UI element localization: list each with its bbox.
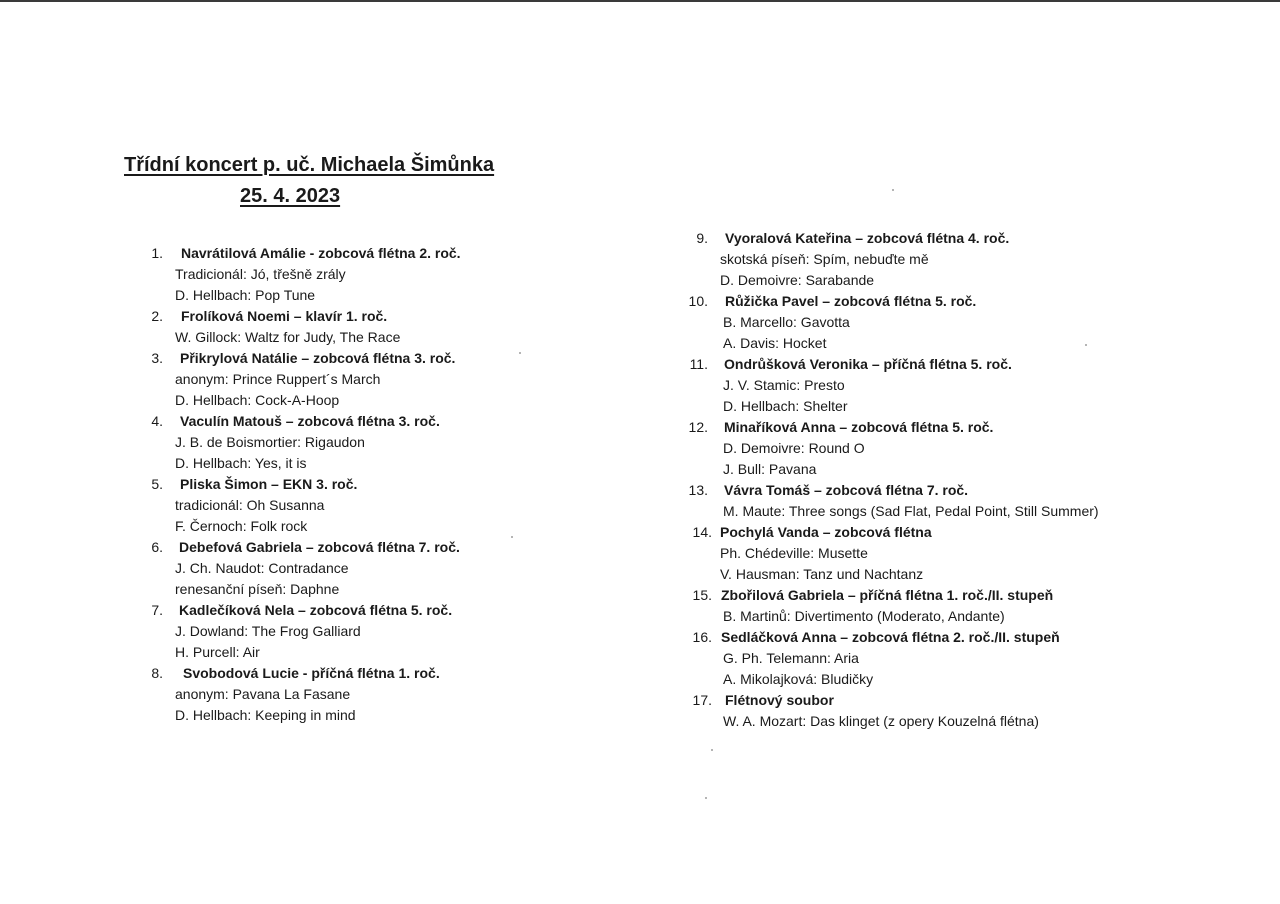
performer: Kadlečíková Nela – zobcová flétna 5. roč. <box>179 602 453 618</box>
piece: J. Ch. Naudot: Contradance <box>175 560 349 576</box>
piece: F. Černoch: Folk rock <box>175 518 308 534</box>
performer: Frolíková Noemi – klavír 1. roč. <box>181 308 388 324</box>
piece: G. Ph. Telemann: Aria <box>723 650 859 666</box>
program-item <box>692 627 1099 690</box>
scan-speck <box>1085 344 1087 346</box>
performer: Debefová Gabriela – zobcová flétna 7. roč. <box>179 539 460 555</box>
piece: J. Bull: Pavana <box>723 461 817 477</box>
piece: Ph. Chédeville: Musette <box>720 545 868 561</box>
concert-date: 25. 4. 2023 <box>240 185 341 207</box>
piece: D. Hellbach: Keeping in mind <box>175 707 356 723</box>
scan-speck <box>705 797 707 799</box>
item-number: 14. <box>692 524 712 540</box>
item-number: 16. <box>692 629 712 645</box>
program-item <box>151 663 461 726</box>
piece: D. Demoivre: Round O <box>723 440 865 456</box>
program-item <box>689 354 1099 417</box>
piece: B. Martinů: Divertimento (Moderato, Andante) <box>723 608 1005 624</box>
performer: Pochylá Vanda – zobcová flétna <box>720 524 932 540</box>
performer: Ondrůšková Veronika – příčná flétna 5. roč. <box>724 356 1012 372</box>
item-number: 5. <box>151 476 163 492</box>
item-number: 17. <box>692 692 712 708</box>
program-item <box>151 411 461 474</box>
item-number: 2. <box>151 308 163 324</box>
scan-speck <box>519 352 521 354</box>
piece: V. Hausman: Tanz und Nachtanz <box>720 566 924 582</box>
piece: W. Gillock: Waltz for Judy, The Race <box>175 329 401 345</box>
performer: Navrátilová Amálie - zobcová flétna 2. roč. <box>181 245 461 261</box>
performer: Vyoralová Kateřina – zobcová flétna 4. roč. <box>725 230 1010 246</box>
item-number: 13. <box>688 482 708 498</box>
piece: D. Demoivre: Sarabande <box>720 272 875 288</box>
program-item <box>151 600 461 663</box>
performer: Flétnový soubor <box>725 692 834 708</box>
piece: D. Hellbach: Shelter <box>723 398 848 414</box>
program-item <box>151 306 461 348</box>
item-number: 1. <box>151 245 163 261</box>
performer: Svobodová Lucie - příčná flétna 1. roč. <box>183 665 440 681</box>
scan-speck <box>711 749 713 751</box>
piece: tradicionál: Oh Susanna <box>175 497 325 513</box>
performer: Zbořilová Gabriela – příčná flétna 1. roč./II. stupeň <box>721 587 1054 603</box>
performer: Pliska Šimon – EKN 3. roč. <box>180 476 358 492</box>
piece: J. Dowland: The Frog Galliard <box>175 623 361 639</box>
program-item <box>688 291 1099 354</box>
item-number: 8. <box>151 665 163 681</box>
performer: Přikrylová Natálie – zobcová flétna 3. roč. <box>180 350 456 366</box>
piece: D. Hellbach: Pop Tune <box>175 287 316 303</box>
item-number: 3. <box>151 350 163 366</box>
piece: renesanční píseň: Daphne <box>175 581 340 597</box>
piece: anonym: Prince Ruppert´s March <box>175 371 381 387</box>
item-number: 12. <box>688 419 708 435</box>
performer: Minaříková Anna – zobcová flétna 5. roč. <box>724 419 994 435</box>
item-number: 9. <box>696 230 708 246</box>
program-item <box>692 522 1099 585</box>
program-item <box>151 537 461 600</box>
scan-top-border <box>0 0 1280 2</box>
piece: anonym: Pavana La Fasane <box>175 686 351 702</box>
piece: skotská píseň: Spím, nebuďte mě <box>720 251 929 267</box>
program-item <box>688 417 1099 480</box>
performer: Vávra Tomáš – zobcová flétna 7. roč. <box>724 482 969 498</box>
item-number: 6. <box>151 539 163 555</box>
program-item <box>692 690 1099 732</box>
program-item <box>151 474 461 537</box>
scan-speck <box>511 536 513 538</box>
program-item <box>696 228 1099 291</box>
performer: Růžička Pavel – zobcová flétna 5. roč. <box>725 293 977 309</box>
page-title: Třídní koncert p. uč. Michaela Šimůnka <box>124 154 495 176</box>
piece: M. Maute: Three songs (Sad Flat, Pedal Point, Still Summer) <box>723 503 1099 519</box>
program-item <box>151 348 461 411</box>
piece: Tradicionál: Jó, třešně zrály <box>175 266 346 282</box>
performer: Vaculín Matouš – zobcová flétna 3. roč. <box>180 413 440 429</box>
item-number: 4. <box>151 413 163 429</box>
program-column-left <box>151 243 461 726</box>
piece: D. Hellbach: Yes, it is <box>175 455 307 471</box>
piece: A. Mikolajková: Bludičky <box>723 671 874 687</box>
program-item <box>151 243 461 306</box>
item-number: 7. <box>151 602 163 618</box>
piece: A. Davis: Hocket <box>723 335 827 351</box>
program-item <box>688 480 1099 522</box>
piece: J. B. de Boismortier: Rigaudon <box>175 434 365 450</box>
performer: Sedláčková Anna – zobcová flétna 2. roč./II. stupeň <box>721 629 1060 645</box>
piece: H. Purcell: Air <box>175 644 260 660</box>
piece: J. V. Stamic: Presto <box>723 377 845 393</box>
piece: D. Hellbach: Cock-A-Hoop <box>175 392 340 408</box>
piece: B. Marcello: Gavotta <box>723 314 850 330</box>
piece: W. A. Mozart: Das klinget (z opery Kouzelná flétna) <box>723 713 1039 729</box>
item-number: 11. <box>689 356 708 372</box>
scan-speck <box>892 189 894 191</box>
program-column-right <box>688 228 1099 732</box>
item-number: 15. <box>692 587 712 603</box>
item-number: 10. <box>688 293 708 309</box>
program-item <box>692 585 1099 627</box>
